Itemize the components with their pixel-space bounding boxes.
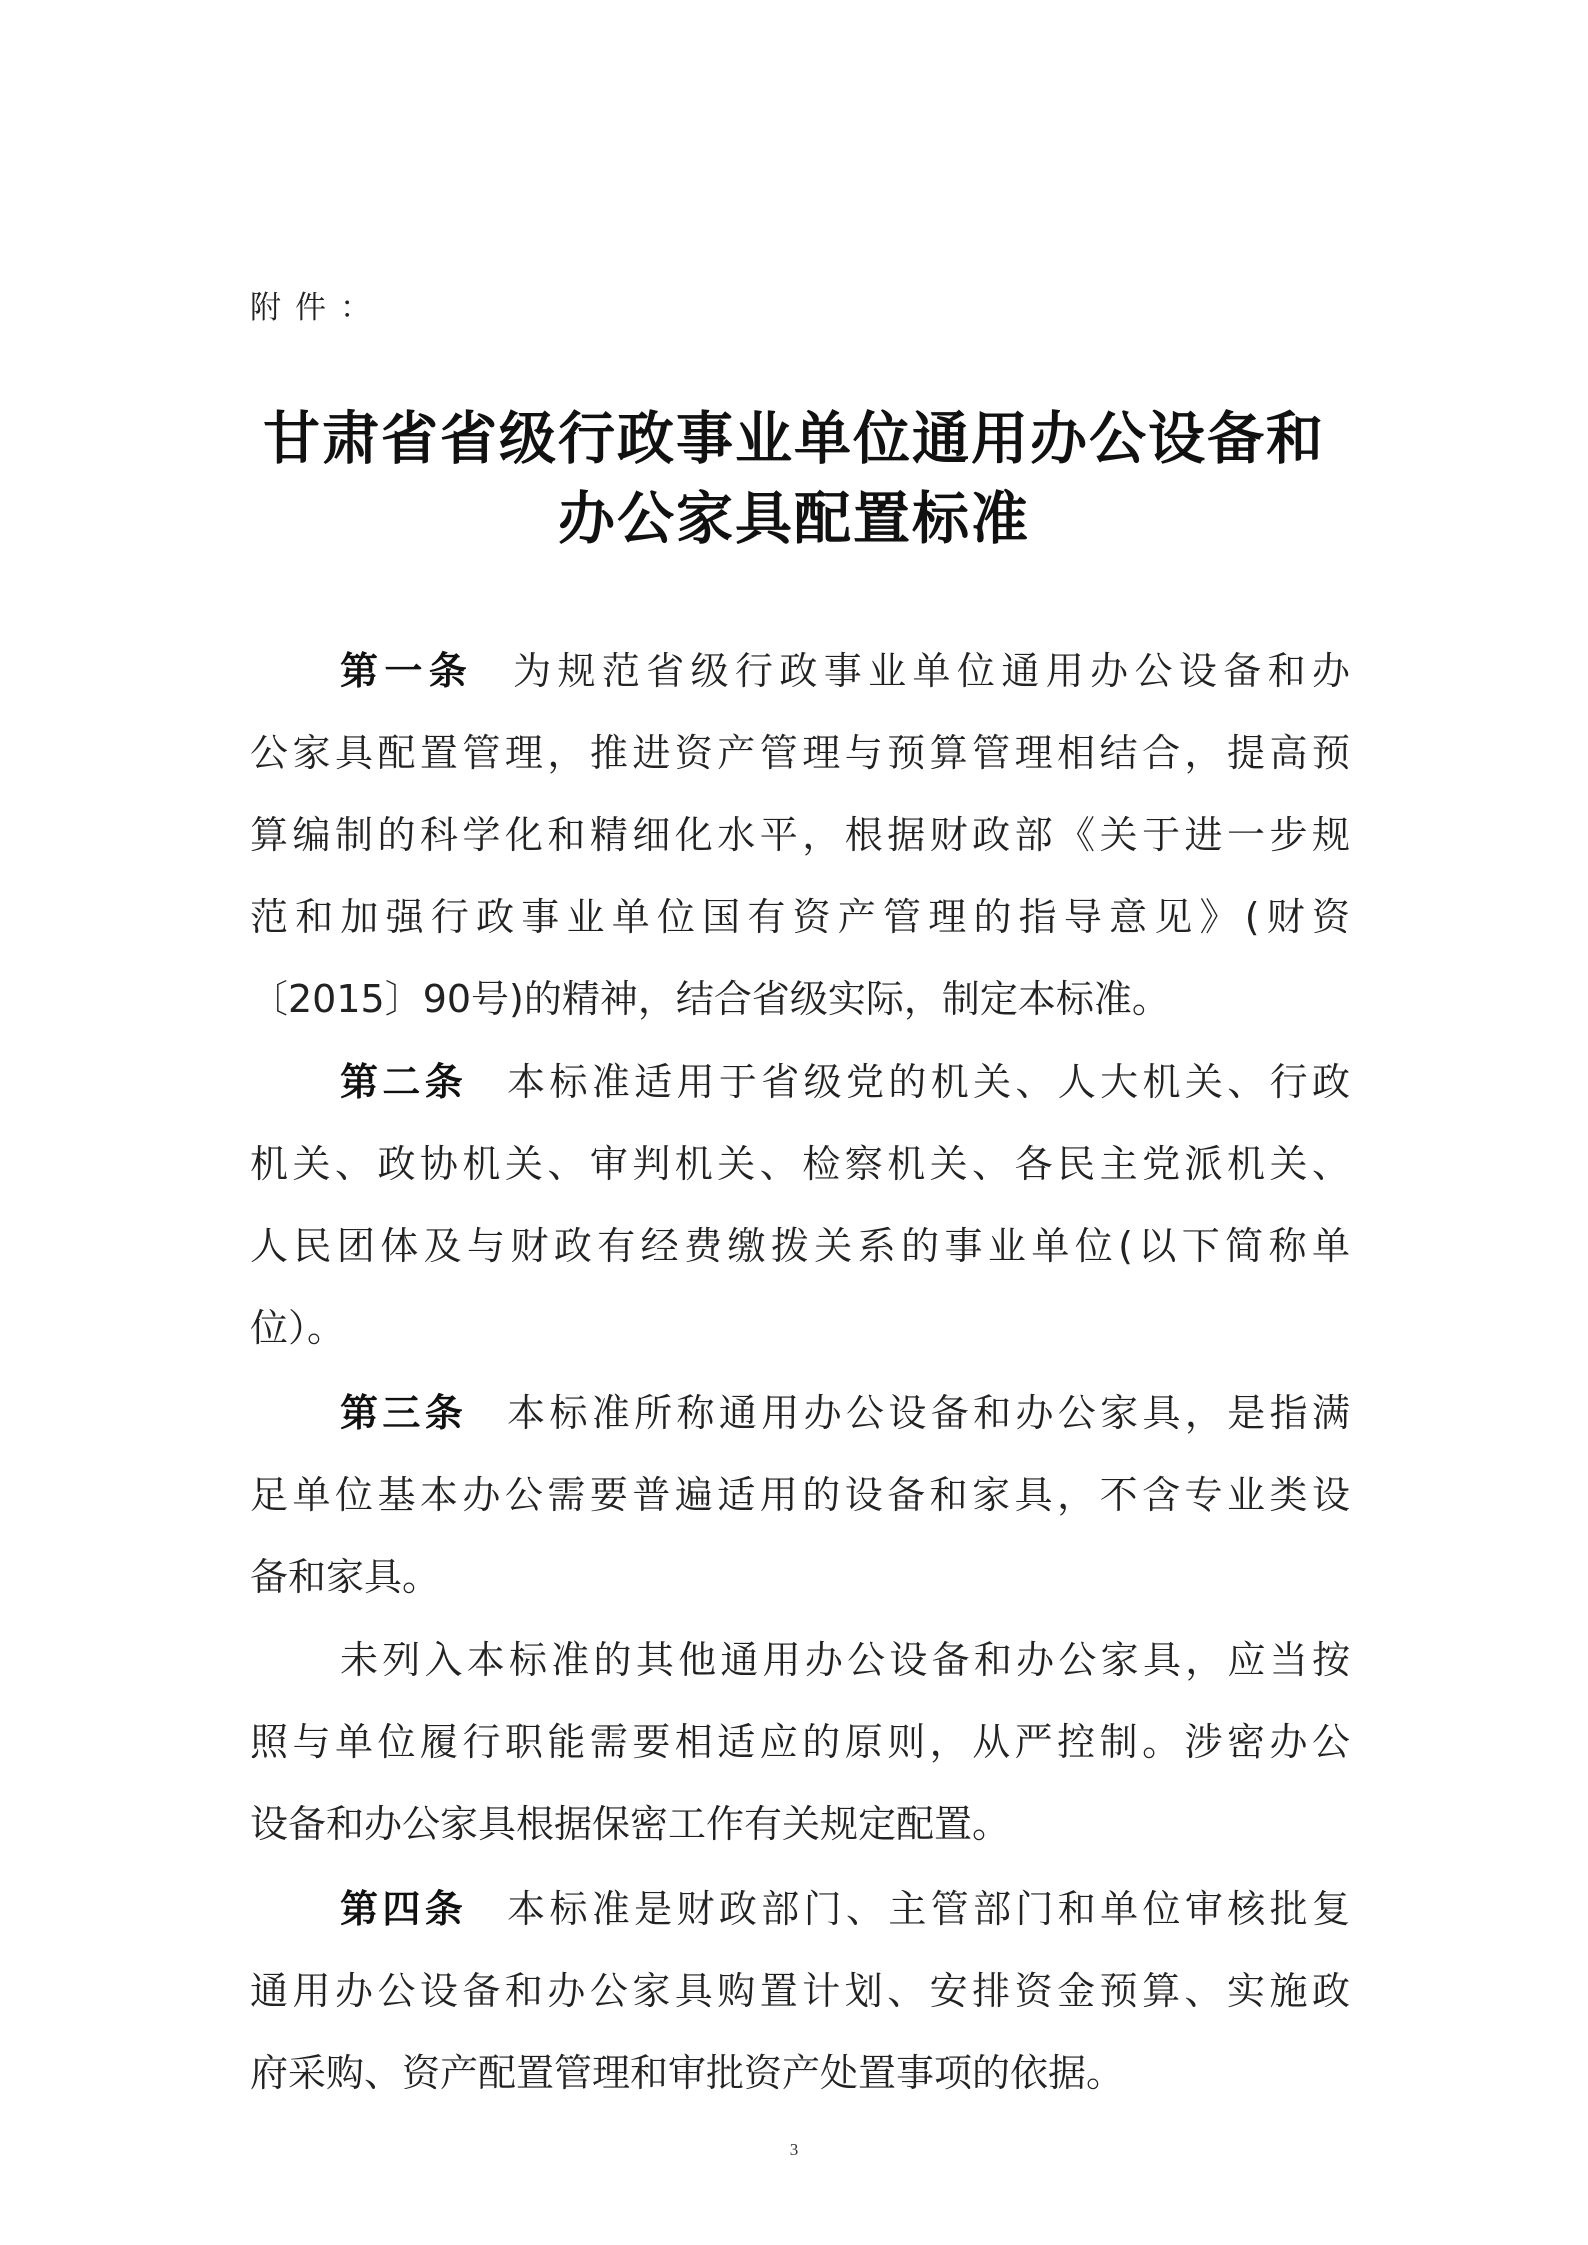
article-2-heading: 第二条 (340, 1060, 468, 1104)
article-4-text-1: 本标准是财政部门、主管部门和单位审核批复 (507, 1887, 1350, 1931)
article-3-p2-line-3: 设备和办公家具根据保密工作有关规定配置。 (250, 1802, 1011, 1846)
article-1-line-2: 公家具配置管理，推进资产管理与预算管理相结合，提高预 (250, 731, 1350, 775)
article-2-line-3: 人民团体及与财政有经费缴拨关系的事业单位(以下简称单 (250, 1224, 1350, 1268)
article-2-text-1: 本标准适用于省级党的机关、人大机关、行政 (507, 1060, 1350, 1104)
article-3-line-1 (340, 1382, 1350, 1437)
article-3-p2-line-2: 照与单位履行职能需要相适应的原则，从严控制。涉密办公 (250, 1720, 1350, 1764)
article-2-line-1 (340, 1051, 1350, 1106)
document-title-line-1: 甘肃省省级行政事业单位通用办公设备和 (263, 405, 1325, 472)
article-4-line-1 (340, 1878, 1350, 1933)
annex-label: 附件： (250, 290, 385, 326)
document-title-line-2: 办公家具配置标准 (558, 485, 1030, 552)
page-number: 3 (789, 2140, 799, 2159)
article-1-line-4: 范和加强行政事业单位国有资产管理的指导意见》(财资 (250, 895, 1350, 939)
article-3-line-3: 备和家具。 (250, 1555, 441, 1599)
article-4-line-2: 通用办公设备和办公家具购置计划、安排资金预算、实施政 (250, 1969, 1350, 2013)
article-1-text-1: 为规范省级行政事业单位通用办公设备和办 (513, 649, 1350, 693)
article-4-line-3: 府采购、资产配置管理和审批资产处置事项的依据。 (250, 2051, 1125, 2095)
article-1-heading: 第一条 (340, 649, 474, 693)
article-3-p2-line-1: 未列入本标准的其他通用办公设备和办公家具，应当按 (340, 1638, 1350, 1682)
article-1-line-3: 算编制的科学化和精细化水平，根据财政部《关于进一步规 (250, 813, 1350, 857)
article-3-text-1: 本标准所称通用办公设备和办公家具，是指满 (507, 1391, 1350, 1435)
article-2-line-2: 机关、政协机关、审判机关、检察机关、各民主党派机关、 (250, 1142, 1350, 1186)
article-3-heading: 第三条 (340, 1391, 468, 1435)
article-4-heading: 第四条 (340, 1887, 468, 1931)
article-3-line-2: 足单位基本办公需要普遍适用的设备和家具，不含专业类设 (250, 1473, 1350, 1517)
article-1-line-5: 〔2015〕90号)的精神，结合省级实际，制定本标准。 (250, 977, 1170, 1021)
article-2-line-4: 位）。 (250, 1306, 346, 1350)
article-1-line-1 (340, 640, 1350, 695)
